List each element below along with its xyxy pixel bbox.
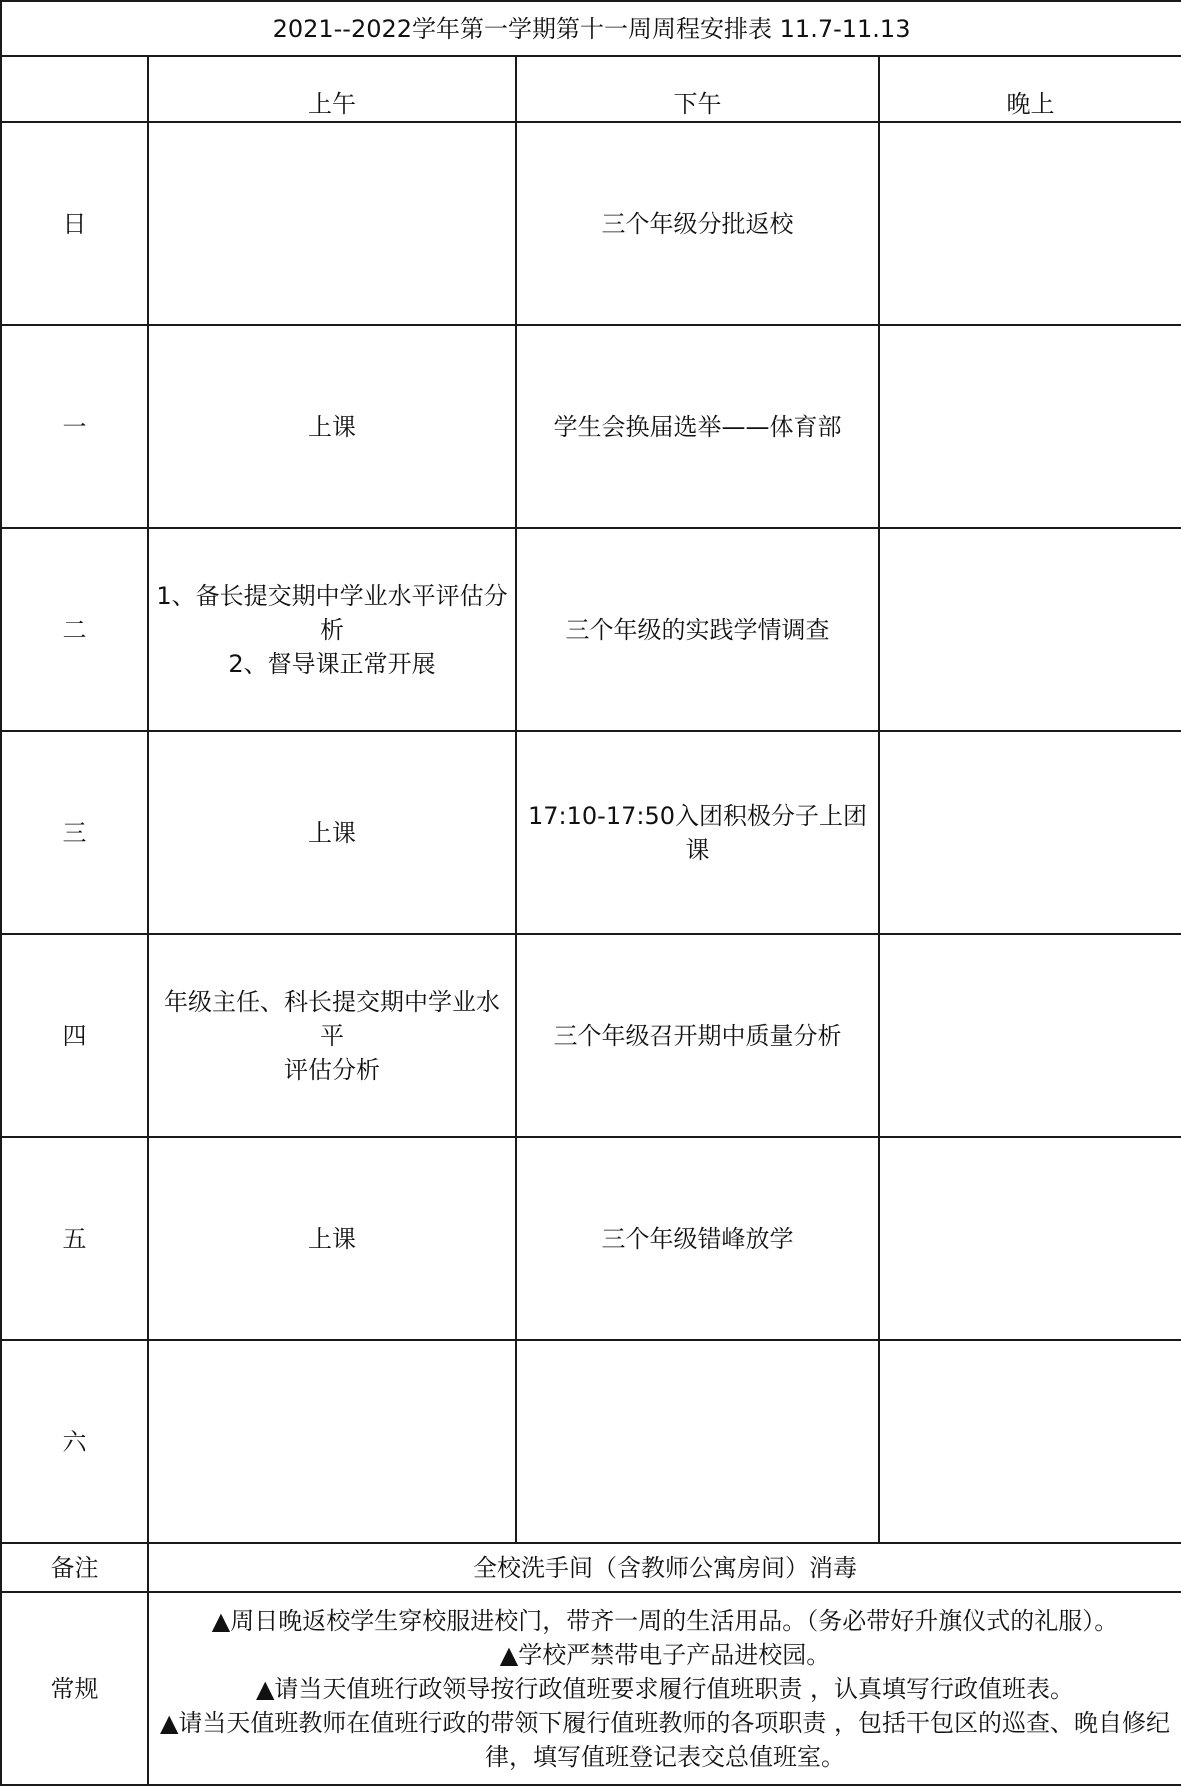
day-row (1, 1137, 1181, 1340)
header-day-column (1, 56, 148, 122)
header-evening: 晚上 (879, 56, 1181, 122)
rule-item: ▲周日晚返校学生穿校服进校门，带齐一周的生活用品。（务必带好升旗仪式的礼服）。 (211, 1606, 1119, 1635)
rule-item: ▲学校严禁带电子产品进校园。 (499, 1640, 831, 1669)
rules-content (148, 1592, 1181, 1785)
morning-text-line: 2、督导课正常开展 (228, 649, 436, 678)
rules-label: 常规 (1, 1592, 148, 1785)
cell-evening (879, 1340, 1181, 1543)
cell-morning (148, 528, 516, 731)
rule-item: ▲请当天值班教师在值班行政的带领下履行值班教师的各项职责 ，包括干包区的巡查、晚自修纪 (159, 1708, 1171, 1737)
day-row (1, 1340, 1181, 1543)
cell-afternoon (516, 934, 879, 1137)
day-label: 六 (1, 1340, 148, 1543)
cell-morning (148, 1340, 516, 1543)
header-afternoon: 下午 (516, 56, 879, 122)
morning-text-line: 析 (320, 615, 344, 644)
day-row (1, 122, 1181, 325)
day-row (1, 731, 1181, 934)
remarks-content: 全校洗手间（含教师公寓房间）消毒 (148, 1543, 1181, 1592)
morning-text-line: 1、备长提交期中学业水平评估分 (156, 581, 508, 610)
day-row (1, 528, 1181, 731)
afternoon-text-line: 三个年级分批返校 (601, 209, 794, 238)
schedule-title: 2021--2022学年第一学期第十一周周程安排表 11.7-11.13 (1, 1, 1181, 56)
day-label: 一 (1, 325, 148, 528)
afternoon-text-line: 17:10-17:50入团积极分子上团课 (528, 801, 867, 864)
afternoon-text-line: 学生会换届选举——体育部 (553, 412, 842, 441)
afternoon-text-line: 三个年级的实践学情调查 (565, 615, 830, 644)
cell-evening (879, 731, 1181, 934)
cell-afternoon (516, 528, 879, 731)
cell-afternoon (516, 1340, 879, 1543)
cell-evening (879, 122, 1181, 325)
cell-evening (879, 1137, 1181, 1340)
cell-evening (879, 934, 1181, 1137)
cell-morning (148, 934, 516, 1137)
afternoon-text-line: 三个年级召开期中质量分析 (553, 1021, 842, 1050)
day-label: 五 (1, 1137, 148, 1340)
morning-text-line: 上课 (308, 818, 356, 847)
header-morning: 上午 (148, 56, 516, 122)
day-label: 四 (1, 934, 148, 1137)
morning-text-line: 评估分析 (284, 1055, 380, 1084)
remarks-row (1, 1543, 1181, 1592)
cell-evening (879, 528, 1181, 731)
cell-afternoon (516, 731, 879, 934)
cell-morning (148, 122, 516, 325)
rules-row (1, 1592, 1181, 1785)
afternoon-text-line: 三个年级错峰放学 (601, 1224, 794, 1253)
morning-text-line: 上课 (308, 412, 356, 441)
day-rows (1, 122, 1181, 1543)
cell-afternoon (516, 325, 879, 528)
day-label: 二 (1, 528, 148, 731)
morning-text-line: 上课 (308, 1224, 356, 1253)
day-row (1, 934, 1181, 1137)
rule-item: 律，填写值班登记表交总值班室。 (485, 1742, 846, 1771)
remarks-label: 备注 (1, 1543, 148, 1592)
cell-afternoon (516, 122, 879, 325)
morning-text-line: 年级主任、科长提交期中学业水平 (164, 987, 500, 1050)
cell-morning (148, 1137, 516, 1340)
title-row (1, 1, 1181, 56)
day-label: 三 (1, 731, 148, 934)
rule-item: ▲请当天值班行政领导按行政值班要求履行值班职责 ，认真填写行政值班表。 (255, 1674, 1075, 1703)
day-label: 日 (1, 122, 148, 325)
cell-morning (148, 325, 516, 528)
cell-morning (148, 731, 516, 934)
cell-evening (879, 325, 1181, 528)
day-row (1, 325, 1181, 528)
cell-afternoon (516, 1137, 879, 1340)
header-row (1, 56, 1181, 122)
